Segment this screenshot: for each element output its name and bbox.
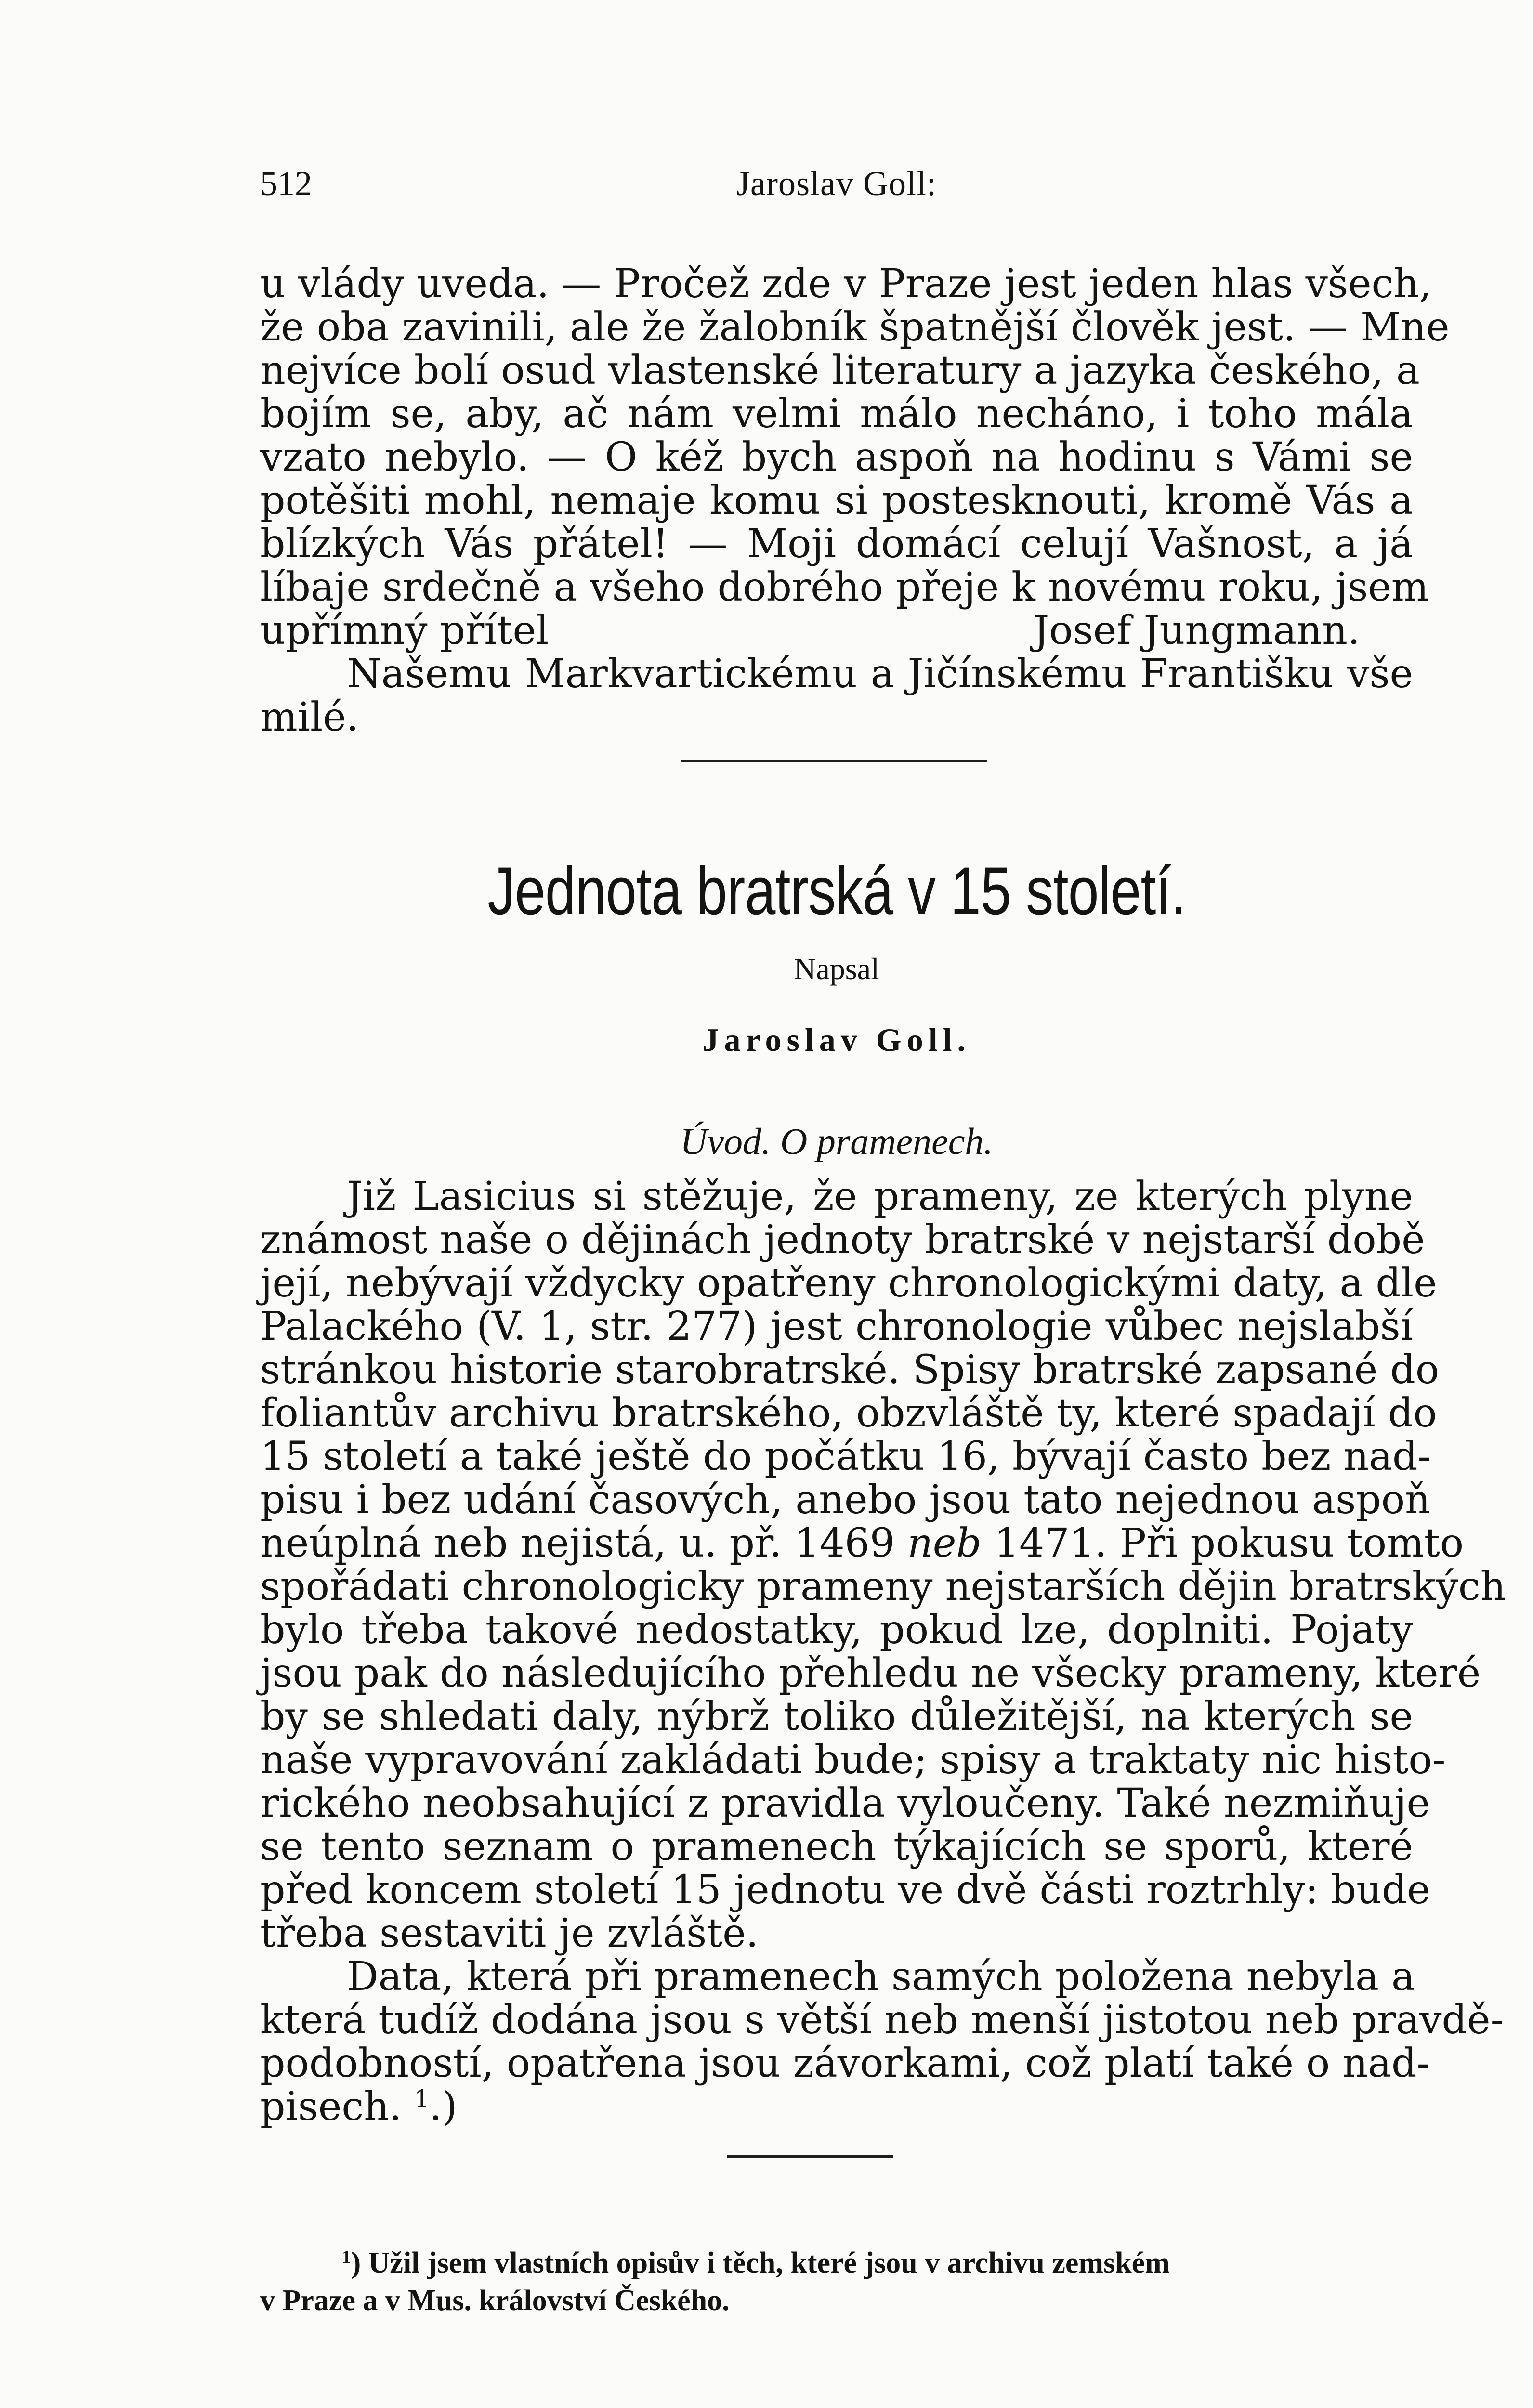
text-line: 15 století a také ještě do počátku 16, bývají často bez nad-	[260, 1434, 1431, 1479]
text-line	[260, 1520, 1464, 1566]
text-line: spořádati chronologicky prameny nejstarších dějin bratrských	[260, 1564, 1506, 1610]
article-title: Jednota bratrská v 15 století.	[487, 853, 1186, 929]
section-divider	[681, 760, 987, 762]
text-run: pisech.	[260, 2084, 402, 2130]
signature: Josef Jungmann.	[1033, 608, 1360, 654]
italic-word: neb	[907, 1520, 982, 1566]
footnote-line	[260, 2244, 1413, 2282]
text-line: že oba zavinili, ale že žalobník špatnější člověk jest. — Mne	[260, 304, 1450, 350]
text-line: naše vypravování zakládati bude; spisy a traktaty nic histo-	[260, 1737, 1446, 1783]
page-number: 512	[260, 164, 312, 203]
running-head: Jaroslav Goll:	[736, 164, 937, 203]
text-line: blízkých Vás přátel! — Moji domácí celují Vašnost, a já	[260, 521, 1413, 567]
section-title: Úvod. O pramenech.	[680, 1120, 993, 1162]
footnote-marker: 1	[342, 2247, 351, 2267]
body-text	[260, 1174, 1506, 2130]
footnote-text: Užil jsem vlastních opisův i těch, které jsou v archivu zemském	[361, 2247, 1170, 2279]
text-line: Palackého (V. 1, str. 277) jest chronologie vůbec nejslabší	[260, 1304, 1413, 1349]
page-header	[260, 164, 1413, 217]
text-run: neúplná neb nejistá, u. př. 1469	[260, 1520, 908, 1566]
footnote-reference[interactable]: 1	[414, 2084, 430, 2113]
postscript-line: Našemu Markvartickému a Jičínskému Františku vše	[347, 651, 1413, 697]
text-line: potěšiti mohl, nemaje komu si postesknouti, kromě Vás a	[260, 478, 1413, 523]
text-line: podobností, opatřena jsou závorkami, což platí také o nad-	[260, 2041, 1430, 2086]
text-line: její, nebývají vždycky opatřeny chronologickými daty, a dle	[260, 1260, 1437, 1306]
text-line: nejvíce bolí osud vlastenské literatury a jazyka českého, a	[260, 348, 1420, 393]
postscript-line: milé.	[260, 694, 359, 740]
closing: upřímný přítel	[260, 608, 549, 654]
closing-line	[260, 609, 1413, 653]
byline-label: Napsal	[794, 952, 879, 986]
footnote-line: v Praze a v Mus. království Českého.	[260, 2284, 730, 2317]
text-line: vzato nebylo. — O kéž bych aspoň na hodinu s Vámi se	[260, 434, 1413, 480]
footnote-divider	[727, 2155, 893, 2158]
text-line: bylo třeba takové nedostatky, pokud lze, doplniti. Pojaty	[260, 1607, 1413, 1653]
text-line: před koncem století 15 jednotu ve dvě části roztrhly: bude	[260, 1867, 1430, 1913]
text-line: líbaje srdečně a všeho dobrého přeje k novému roku, jsem	[260, 564, 1429, 610]
text-line: stránkou historie starobratrské. Spisy bratrské zapsané do	[260, 1347, 1440, 1393]
text-line: foliantův archivu bratrského, obzvláště ty, které spadají do	[260, 1390, 1437, 1436]
text-run: 1471. Při pokusu tomto	[981, 1520, 1464, 1566]
text-line: známost naše o dějinách jednoty bratrské v nejstarší době	[260, 1217, 1425, 1263]
text-line: třeba sestaviti je zvláště.	[260, 1911, 759, 1956]
text-line: Již Lasicius si stěžuje, že prameny, ze kterých plyne	[347, 1174, 1413, 1219]
text-line: jsou pak do následujícího přehledu ne všecky prameny, které	[260, 1650, 1481, 1696]
footnote-ref-suffix: .)	[429, 2084, 458, 2130]
author-name: Jaroslav Goll.	[702, 1021, 971, 1058]
text-line: by se shledati daly, nýbrž toliko důležitější, na kterých se	[260, 1694, 1413, 1740]
text-line: rického neobsahující z pravidla vyloučeny. Také nezmiňuje	[260, 1780, 1430, 1826]
footnote	[260, 2244, 1413, 2319]
text-line	[260, 2085, 1413, 2129]
text-line: pisu i bez udání časových, anebo jsou tato nejednou aspoň	[260, 1477, 1430, 1523]
text-line: bojím se, aby, ač nám velmi málo necháno, i toho mála	[260, 391, 1413, 437]
text-line: u vlády uveda. — Pročež zde v Praze jest jeden hlas všech,	[260, 261, 1432, 307]
letter-text	[260, 261, 1450, 740]
text-line: Data, která při pramenech samých položena nebyla a	[347, 1954, 1415, 2000]
footnote-marker-suffix: )	[351, 2247, 361, 2279]
text-line: se tento seznam o pramenech týkajících se sporů, které	[260, 1824, 1413, 1870]
text-line: která tudíž dodána jsou s větší neb menší jistotou neb pravdě-	[260, 1997, 1504, 2043]
